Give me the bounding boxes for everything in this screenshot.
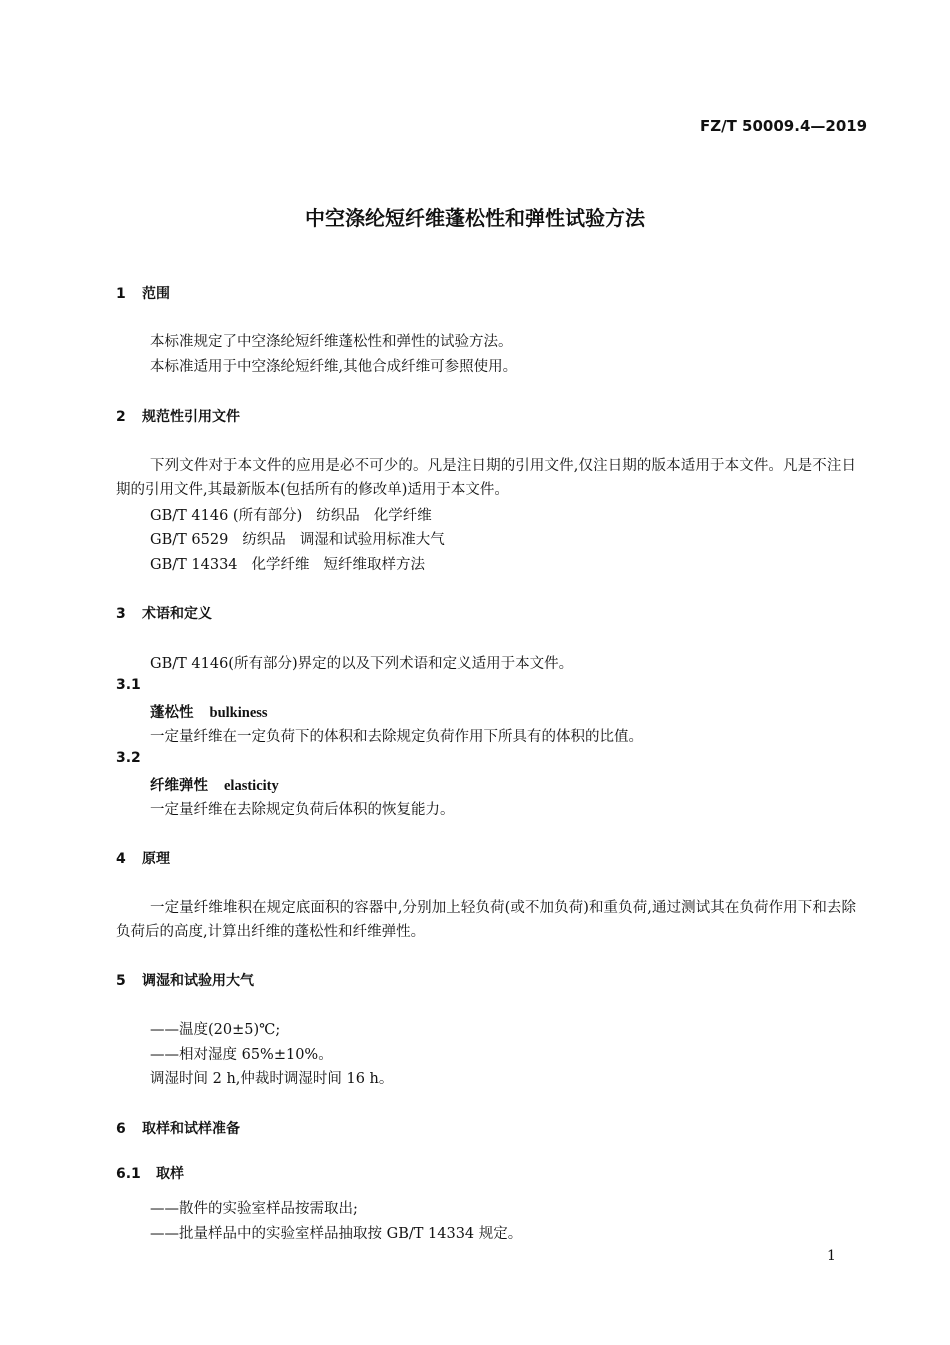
- term-definition: 一定量纤维在一定负荷下的体积和去除规定负荷作用下所具有的体积的比值。: [150, 729, 643, 745]
- page-number: 1: [827, 1248, 836, 1264]
- reference-item: [150, 504, 432, 525]
- section-5-heading: [116, 970, 254, 990]
- section-title: 规范性引用文件: [142, 409, 240, 425]
- term-english: bulkiness: [209, 705, 268, 721]
- section-title: 术语和定义: [142, 606, 212, 622]
- paragraph: 本标准规定了中空涤纶短纤维蓬松性和弹性的试验方法。: [150, 334, 513, 350]
- term-number: 3.2: [116, 750, 141, 766]
- term-chinese: 蓬松性: [150, 705, 194, 721]
- reference-code: GB/T 6529: [150, 532, 229, 548]
- section-title: 范围: [142, 286, 170, 302]
- section-title: 原理: [142, 851, 170, 867]
- section-number: 2: [116, 409, 126, 425]
- list-item: ——相对湿度 65%±10%。: [150, 1047, 333, 1063]
- subsection-number: 6.1: [116, 1166, 141, 1182]
- section-number: 6: [116, 1121, 126, 1137]
- reference-name: 纺织品: [316, 508, 360, 524]
- term-heading: [150, 774, 279, 795]
- term-number: 3.1: [116, 677, 141, 693]
- section-3-heading: [116, 603, 212, 623]
- standard-number: FZ/T 50009.4—2019: [700, 117, 868, 135]
- paragraph: 一定量纤维堆积在规定底面积的容器中,分别加上轻负荷(或不加负荷)和重负荷,通过测试其在负荷作用下和去除负荷后的高度,计算出纤维的蓬松性和纤维弹性。: [116, 900, 856, 940]
- list-item: ——批量样品中的实验室样品抽取按 GB/T 14334 规定。: [150, 1226, 523, 1242]
- section-6-heading: [116, 1118, 240, 1138]
- paragraph: 调湿时间 2 h,仲裁时调湿时间 16 h。: [150, 1071, 394, 1087]
- section-title: 取样和试样准备: [142, 1121, 240, 1137]
- reference-item: [150, 553, 425, 574]
- reference-code: GB/T 14334: [150, 557, 238, 573]
- section-4-heading: [116, 848, 170, 868]
- term-definition: 一定量纤维在去除规定负荷后体积的恢复能力。: [150, 802, 455, 818]
- list-item: ——散件的实验室样品按需取出;: [150, 1201, 358, 1217]
- reference-name: 短纤维取样方法: [323, 557, 426, 573]
- reference-name: 化学纤维: [373, 508, 432, 524]
- section-number: 1: [116, 286, 126, 302]
- reference-item: [150, 528, 445, 549]
- reference-name: 化学纤维: [251, 557, 310, 573]
- paragraph: 本标准适用于中空涤纶短纤维,其他合成纤维可参照使用。: [150, 359, 518, 375]
- section-number: 4: [116, 851, 126, 867]
- section-title: 调湿和试验用大气: [142, 973, 254, 989]
- section-number: 3: [116, 606, 126, 622]
- reference-name: 调湿和试验用标准大气: [299, 532, 445, 548]
- reference-name: 纺织品: [242, 532, 286, 548]
- reference-code: GB/T 4146 (所有部分): [150, 508, 303, 524]
- list-item: ——温度(20±5)℃;: [150, 1022, 281, 1038]
- paragraph: GB/T 4146(所有部分)界定的以及下列术语和定义适用于本文件。: [150, 656, 574, 672]
- paragraph: 下列文件对于本文件的应用是必不可少的。凡是注日期的引用文件,仅注日期的版本适用于本文件。凡是不注日期的引用文件,其最新版本(包括所有的修改单)适用于本文件。: [116, 458, 856, 498]
- term-chinese: 纤维弹性: [150, 778, 208, 794]
- section-2-heading: [116, 406, 240, 426]
- document-title: 中空涤纶短纤维蓬松性和弹性试验方法: [305, 206, 645, 230]
- term-english: elasticity: [224, 778, 279, 794]
- subsection-title: 取样: [156, 1166, 184, 1182]
- section-1-heading: [116, 283, 170, 303]
- section-number: 5: [116, 973, 126, 989]
- subsection-6-1-heading: [116, 1163, 184, 1183]
- term-heading: [150, 701, 268, 722]
